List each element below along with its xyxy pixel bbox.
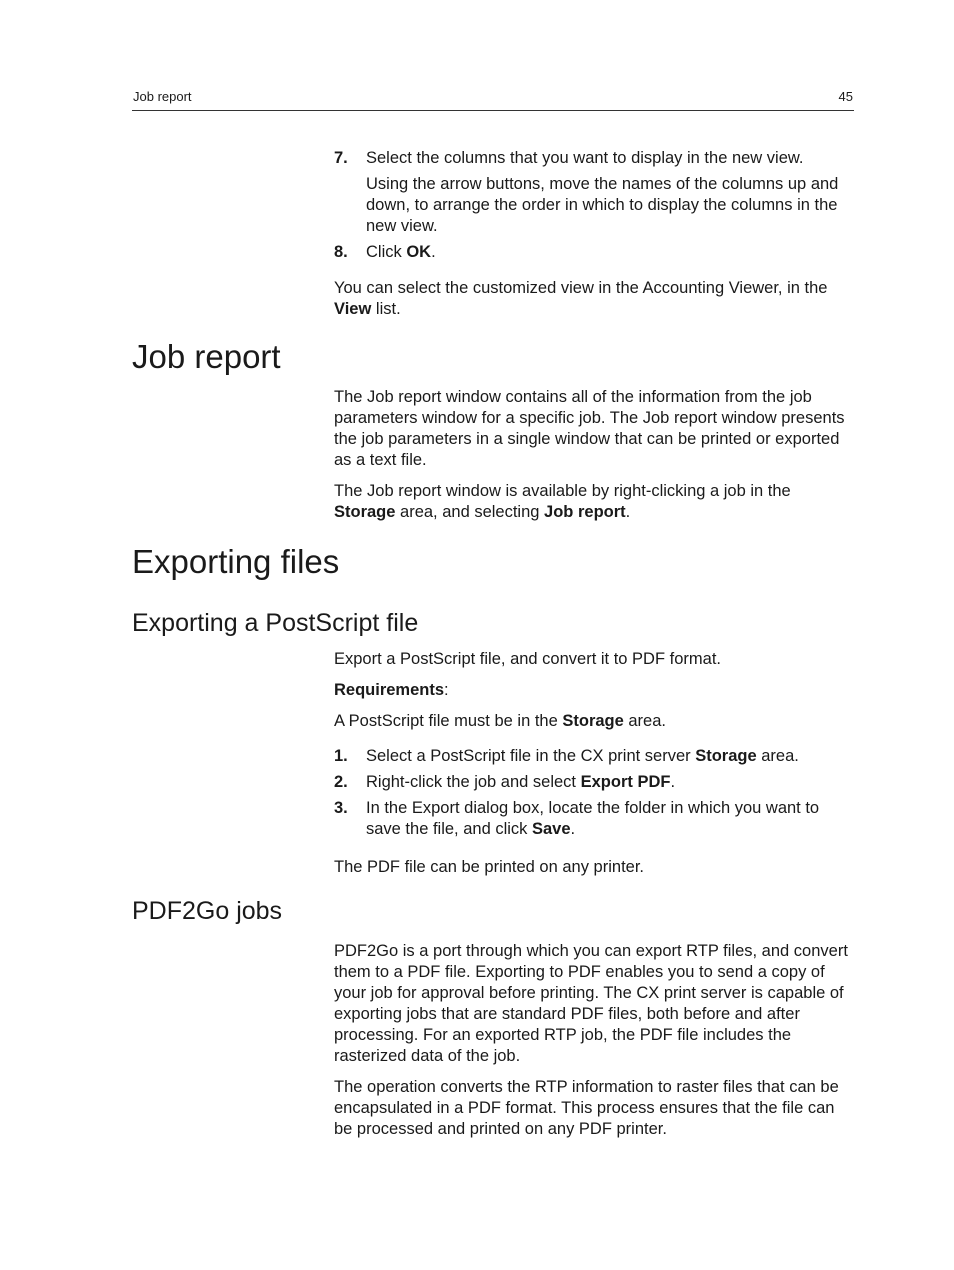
postscript-outro <box>334 857 856 888</box>
text-span: A PostScript file must be in the <box>334 712 563 730</box>
postscript-outro-text: The PDF file can be printed on any printer. <box>334 858 645 876</box>
view-note-bold: View <box>334 300 372 318</box>
heading-job-report: Job report <box>132 338 281 375</box>
text-span: The Job report window is available by right-clicking a job in the <box>334 482 791 500</box>
bold-span: Storage <box>334 503 396 521</box>
step-subtext: Using the arrow buttons, move the names of the columns up and down, to arrange the order in which to display the columns in the new view. <box>366 175 839 235</box>
requirements-label <box>334 680 856 701</box>
step-text-bold: Export PDF <box>580 773 671 791</box>
view-note <box>334 278 856 330</box>
job-report-body <box>334 387 856 533</box>
postscript-intro: Export a PostScript file, and convert it to PDF format. <box>334 650 721 668</box>
view-note-post: list. <box>371 300 401 318</box>
step-text-pre: Select a PostScript file in the CX print server <box>366 747 696 765</box>
list-item <box>334 772 856 793</box>
step-text-post: . <box>670 773 676 791</box>
text-span: : <box>444 681 449 699</box>
step-text-post: area. <box>756 747 799 765</box>
step-text: Select the columns that you want to display in the new view. <box>366 149 804 167</box>
step-text-pre: Right-click the job and select <box>366 773 581 791</box>
header-section-title: Job report <box>133 89 192 104</box>
pdf2go-paragraph-1: PDF2Go is a port through which you can export RTP files, and convert them to a PDF file. Exporting to PDF enables you to send a copy of your job for approval before printing. The CX print server is capable of exporting jobs that are standard PDF files, both before and after processing. For an exported RTP job, the PDF file includes the rasterized data of the job. <box>334 942 848 1065</box>
requirements-text <box>334 711 856 732</box>
heading-exporting-postscript: Exporting a PostScript file <box>132 609 419 637</box>
step-text-pre: Click <box>366 243 407 261</box>
step-text-bold: OK <box>406 243 432 261</box>
page-number: 45 <box>838 89 853 104</box>
bold-span: Job report <box>544 503 626 521</box>
step-text-bold: Storage <box>695 747 757 765</box>
job-report-paragraph-1: The Job report window contains all of the information from the job parameters window for a specific job. The Job report window presents the job parameters in a single window that can be printed or exported as a text file. <box>334 388 845 469</box>
list-item <box>334 798 856 840</box>
bold-span: Requirements <box>334 681 445 699</box>
step-number: 1. <box>334 747 348 765</box>
list-item <box>334 746 856 767</box>
running-header <box>132 88 854 111</box>
list-item <box>334 148 856 237</box>
step-number: 8. <box>334 243 348 261</box>
bold-span: Storage <box>562 712 624 730</box>
heading-exporting-files: Exporting files <box>132 543 340 580</box>
text-span: . <box>625 503 631 521</box>
pdf2go-paragraph-2: The operation converts the RTP information to raster files that can be encapsulated in a PDF format. This process ensures that the file can be processed and printed on any PDF printer. <box>334 1078 839 1138</box>
view-note-pre: You can select the customized view in the Accounting Viewer, in the <box>334 279 828 297</box>
postscript-body <box>334 649 856 845</box>
steps-block-a <box>334 148 856 268</box>
step-text-pre: In the Export dialog box, locate the folder in which you want to save the file, and click <box>366 799 820 838</box>
step-text-post: . <box>570 820 576 838</box>
step-text-post: . <box>431 243 436 261</box>
step-number: 2. <box>334 773 348 791</box>
step-number: 3. <box>334 799 348 817</box>
list-item <box>334 242 856 263</box>
job-report-paragraph-2 <box>334 481 856 523</box>
text-span: area. <box>623 712 666 730</box>
pdf2go-body <box>334 941 856 1150</box>
heading-pdf2go: PDF2Go jobs <box>132 897 283 925</box>
step-number: 7. <box>334 149 348 167</box>
step-text-bold: Save <box>532 820 571 838</box>
text-span: area, and selecting <box>395 503 545 521</box>
